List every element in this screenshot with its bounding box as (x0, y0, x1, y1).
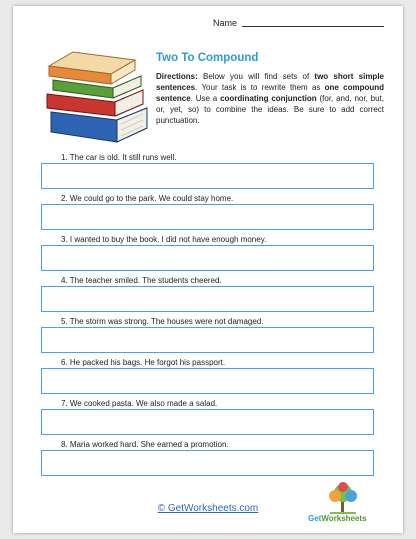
directions-text: Directions: Below you will find sets of two short simple sentences. Your task is to rewrite them as one compound sentence. Use a coordinating conjunction (for, and, nor, but, or, yet, so) to combine the ideas. Be sure to add correct punctuation. (156, 72, 384, 125)
tree-icon (308, 481, 378, 515)
name-label: Name (213, 18, 238, 28)
name-line[interactable] (242, 26, 384, 27)
worksheet-page (13, 6, 403, 533)
question-8: 8. Maria worked hard. She earned a promotion. (61, 440, 229, 449)
answer-box-3[interactable] (41, 245, 374, 271)
question-1: 1. The car is old. It still runs well. (61, 153, 177, 162)
answer-box-8[interactable] (41, 450, 374, 476)
question-2: 2. We could go to the park. We could stay home. (61, 194, 234, 203)
answer-box-1[interactable] (41, 163, 374, 189)
getworksheets-logo (308, 481, 378, 526)
question-6: 6. He packed his bags. He forgot his passport. (61, 358, 226, 367)
name-field (213, 18, 384, 28)
answer-box-2[interactable] (41, 204, 374, 230)
answer-box-6[interactable] (41, 368, 374, 394)
answer-box-5[interactable] (41, 327, 374, 353)
question-4: 4. The teacher smiled. The students cheered. (61, 276, 222, 285)
question-7: 7. We cooked pasta. We also made a salad. (61, 399, 218, 408)
logo-text: GetWorksheets (308, 514, 367, 523)
question-3: 3. I wanted to buy the book. I did not have enough money. (61, 235, 267, 244)
question-5: 5. The storm was strong. The houses were not damaged. (61, 317, 264, 326)
worksheet-title: Two To Compound (156, 52, 259, 64)
answer-box-4[interactable] (41, 286, 374, 312)
answer-box-7[interactable] (41, 409, 374, 435)
books-illustration (43, 46, 153, 151)
footer-link[interactable]: © GetWorksheets.com (157, 503, 259, 514)
